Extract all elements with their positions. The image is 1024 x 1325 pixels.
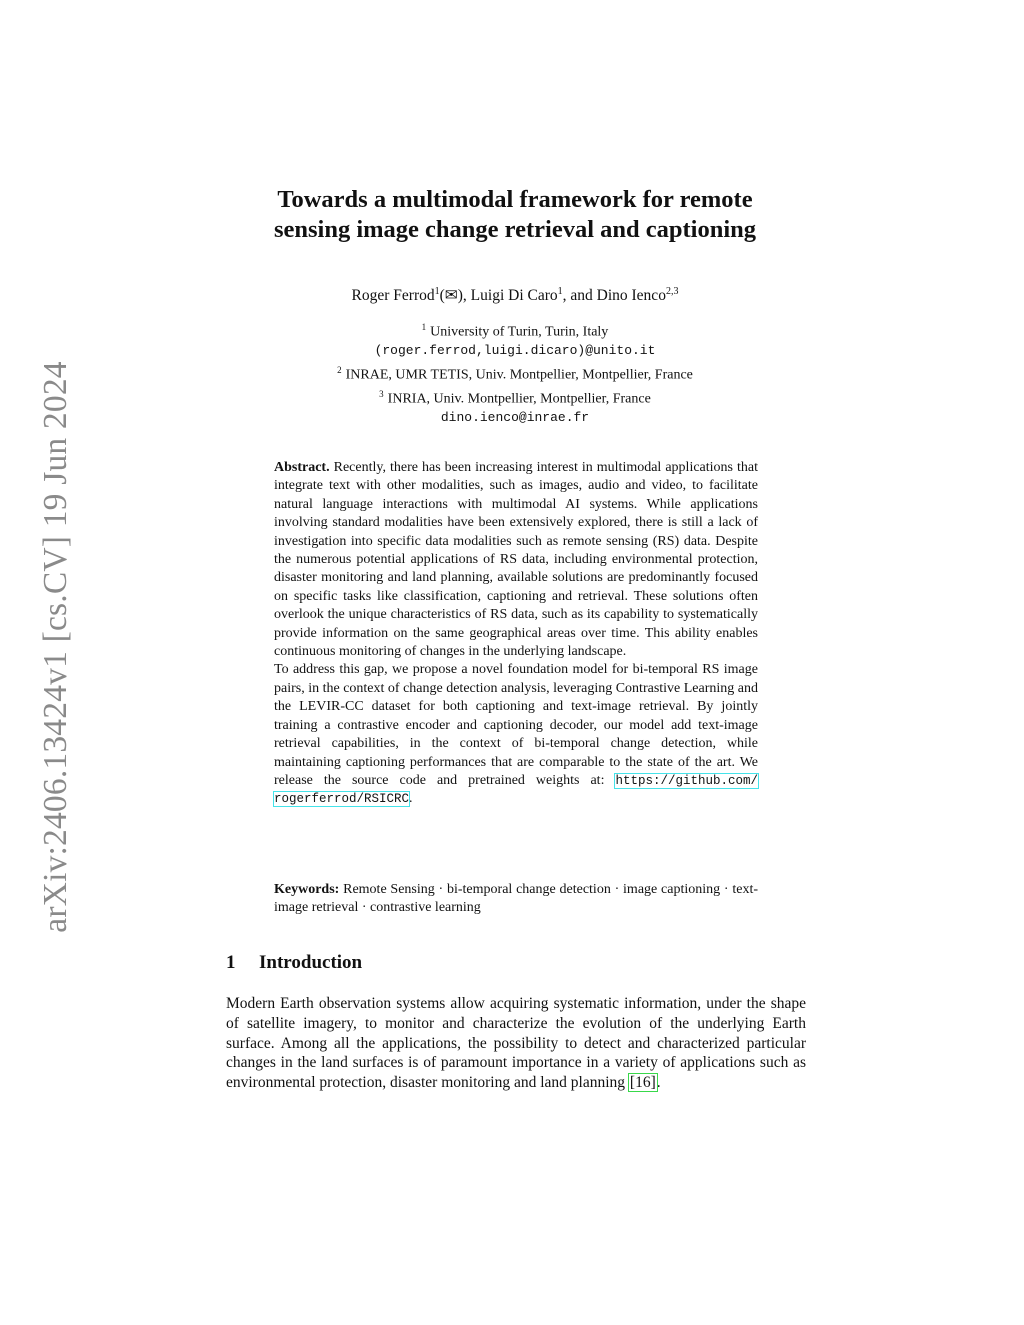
abstract-paragraph-2 [274, 661, 758, 808]
section-title: Introduction [259, 952, 363, 973]
paper-title [200, 185, 830, 245]
code-link-part-1[interactable]: https://github.com/ [615, 773, 758, 788]
citation-link[interactable]: [16] [629, 1074, 656, 1092]
abstract-paragraph-1 [274, 459, 758, 661]
affiliation-3-email [200, 409, 830, 428]
section-heading [226, 952, 362, 974]
affiliation-2-number: 2 [337, 364, 342, 375]
affiliation-3 [200, 385, 830, 409]
keywords-text: Remote Sensing · bi-temporal change detection · image captioning · text-image retrieval · contrastive learning [274, 882, 758, 916]
abstract-text-2: To address this gap, we propose a novel foundation model for bi-temporal RS image pairs, in the context of change detection analysis, leveraging Contrastive Learning and the LEVIR-CC dataset for both captioning and text-image retrieval. By jointly training a contrastive encoder and captioning decoder, our model add text-image retrieval capabilities, in the context of bi-temporal change detection, while maintaining captioning performances that are comparable to the state of the art. We release the source code and pretrained weights at: [274, 662, 759, 788]
author-3: , and Dino Ienco [562, 287, 666, 305]
author-2-affil: 1 [557, 286, 563, 297]
intro-paragraph [226, 994, 806, 1093]
author-list [200, 282, 830, 306]
corresponding-mail-icon: (✉) [439, 287, 463, 305]
intro-text: Modern Earth observation systems allow acquiring systematic information, under the shape of satellite imagery, to monitor and characterize the evolution of the underlying Earth surface. Among all the applications, the possibility to detect and characterized particular changes in the land surfaces is of paramount importance in a variety of applications such as environmental protection, disaster monitoring and land planning [226, 995, 806, 1092]
author-2: , Luigi Di Caro [462, 287, 558, 305]
affiliation-3-text: INRIA, Univ. Montpellier, Montpellier, France [387, 391, 651, 407]
affiliation-3-number: 3 [379, 388, 384, 399]
abstract-label: Abstract. [274, 460, 330, 475]
affiliation-1 [200, 318, 830, 342]
author-1-affil: 1 [434, 286, 440, 297]
intro-end: . [656, 1074, 661, 1092]
affiliation-2 [200, 361, 830, 385]
author-1: Roger Ferrod [351, 287, 435, 305]
keywords-label: Keywords: [274, 882, 340, 897]
abstract-end: . [409, 791, 413, 807]
affiliation-2-text: INRAE, UMR TETIS, Univ. Montpellier, Montpellier, France [345, 367, 693, 383]
affiliation-3-email-text: dino.ienco@inrae.fr [440, 409, 590, 425]
affiliation-1-email [200, 342, 830, 361]
title-line-1: Towards a multimodal framework for remote [277, 186, 753, 213]
affiliation-1-text: University of Turin, Turin, Italy [430, 324, 609, 340]
arxiv-stamp [30, 355, 82, 940]
affiliations [200, 318, 830, 427]
affiliation-1-email-text: (roger.ferrod,luigi.dicaro)@unito.it [374, 343, 656, 359]
keywords [274, 881, 758, 918]
abstract [274, 459, 758, 809]
section-number: 1 [226, 952, 236, 973]
title-line-2: sensing image change retrieval and captioning [273, 216, 757, 243]
abstract-text-1: Recently, there has been increasing interest in multimodal applications that integrate text with other modalities, such as images, audio and video, to facilitate natural language interactions with multimodal AI systems. While applications involving standard modalities have been extensively explored, there is still a lack of investigation into specific data modalities such as remote sensing (RS) data. Despite the numerous potential applications of RS data, including environmental protection, disaster monitoring and land planning, available solutions are predominantly focused on specific tasks like classification, captioning and retrieval. These solutions often overlook the unique characteristics of RS data, such as its capability to systematically provide information on the same geographical areas over time. This ability enables continuous monitoring of changes in the underlying landscape. [274, 460, 758, 660]
affiliation-1-number: 1 [421, 322, 427, 332]
arxiv-stamp-text: arXiv:2406.13424v1 [cs.CV] 19 Jun 2024 [37, 361, 74, 933]
code-link-part-2[interactable]: rogerferrod/RSICRC [274, 792, 410, 807]
author-3-affil: 2,3 [665, 286, 679, 297]
